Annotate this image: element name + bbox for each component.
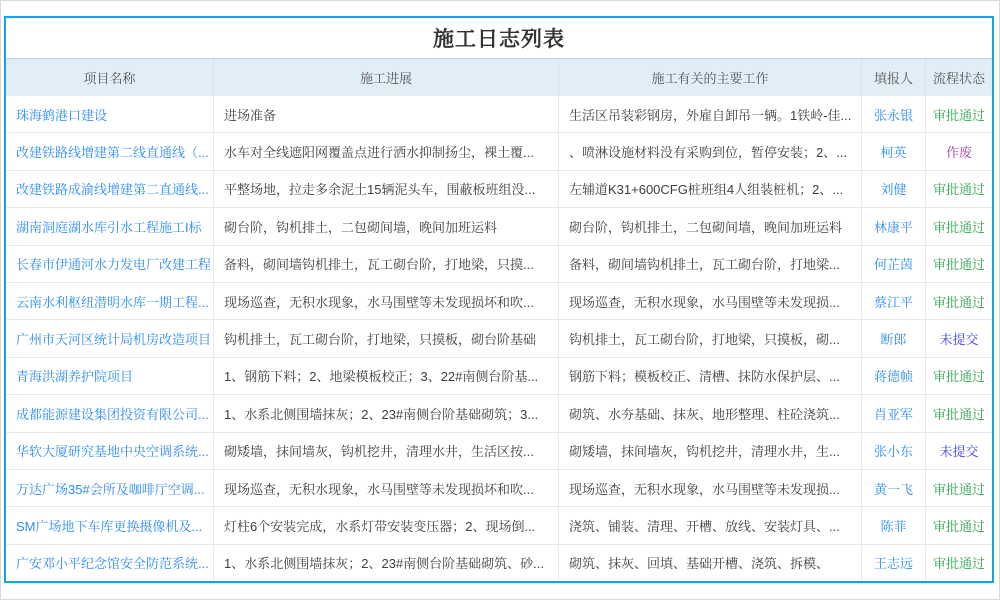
table-row (6, 470, 992, 507)
main-work-cell: 钢筋下料；模板校正、清槽、抹防水保护层、... (559, 358, 862, 394)
table-row (6, 208, 992, 245)
progress-cell: 1、水系北侧围墙抹灰；2、23#南侧台阶基础砌筑、砂... (214, 545, 559, 581)
reporter-link[interactable]: 刘健 (862, 171, 926, 207)
table-body (6, 96, 992, 581)
reporter-link[interactable]: 张永银 (862, 96, 926, 132)
reporter-link[interactable]: 陈菲 (862, 507, 926, 543)
progress-cell: 备料，砌间墙钩机排土，瓦工砌台阶，打地梁，只摸... (214, 246, 559, 282)
reporter-link[interactable]: 黄一飞 (862, 470, 926, 506)
main-work-cell: 砌台阶，钩机排土，二包砌间墙，晚间加班运料 (559, 208, 862, 244)
progress-cell: 现场巡查，无积水现象，水马围壁等未发现损坏和吹... (214, 283, 559, 319)
progress-cell: 水车对全线遮阳网覆盖点进行洒水抑制扬尘，裸土覆... (214, 133, 559, 169)
project-name-link[interactable]: 青海洪湖养护院项目 (6, 358, 214, 394)
project-name-link[interactable]: 珠海鹤港口建设 (6, 96, 214, 132)
reporter-link[interactable]: 林康平 (862, 208, 926, 244)
status-badge: 审批通过 (932, 406, 985, 422)
column-header-status: 流程状态 (932, 71, 985, 86)
status-badge: 审批通过 (932, 182, 985, 198)
reporter-link[interactable]: 柯英 (862, 133, 926, 169)
table-row (6, 133, 992, 170)
reporter-link[interactable]: 蔡江平 (862, 283, 926, 319)
status-badge: 审批通过 (932, 556, 985, 572)
reporter-link[interactable]: 王志远 (862, 545, 926, 581)
project-name-link[interactable]: 云南水利枢纽潜明水库一期工程... (6, 283, 214, 319)
progress-cell: 砌矮墙，抹间墙灰，钩机挖井，清理水井，生活区按... (214, 433, 559, 469)
table-row (6, 283, 992, 320)
table-header-row (6, 59, 992, 96)
table-row (6, 171, 992, 208)
reporter-link[interactable]: 蒋德帧 (862, 358, 926, 394)
status-badge: 未提交 (939, 332, 979, 348)
status-badge: 审批通过 (932, 257, 985, 273)
progress-cell: 砌台阶，钩机排土，二包砌间墙，晚间加班运料 (214, 208, 559, 244)
progress-cell: 现场巡查，无积水现象，水马围壁等未发现损坏和吹... (214, 470, 559, 506)
project-name-link[interactable]: 广州市天河区统计局机房改造项目 (6, 320, 214, 356)
column-header-reporter: 填报人 (862, 59, 926, 96)
reporter-link[interactable]: 张小东 (862, 433, 926, 469)
main-work-cell: 钩机排土，瓦工砌台阶，打地梁，只摸板，砌... (559, 320, 862, 356)
reporter-link[interactable]: 断郎 (862, 320, 926, 356)
progress-cell: 进场准备 (214, 96, 559, 132)
project-name-link[interactable]: 长春市伊通河水力发电厂改建工程 (6, 246, 214, 282)
construction-log-table (4, 16, 994, 583)
page-title: 施工日志列表 (433, 28, 565, 51)
table-row (6, 433, 992, 470)
table-row (6, 246, 992, 283)
main-work-cell: 生活区吊装彩钢房，外雇自卸吊一辆。1铁岭-佳... (559, 96, 862, 132)
main-work-cell: 现场巡查，无积水现象，水马围壁等未发现损... (559, 283, 862, 319)
table-row (6, 507, 992, 544)
main-work-cell: 砌筑、抹灰、回填、基础开槽、浇筑、拆模、 (559, 545, 862, 581)
progress-cell: 1、水系北侧围墙抹灰；2、23#南侧台阶基础砌筑；3... (214, 395, 559, 431)
status-badge: 审批通过 (932, 369, 985, 385)
main-work-cell: 砌筑、水夯基础、抹灰、地形整理、柱砼浇筑... (559, 395, 862, 431)
status-badge: 审批通过 (932, 107, 985, 123)
project-name-link[interactable]: 成都能源建设集团投资有限公司... (6, 395, 214, 431)
table-row (6, 96, 992, 133)
table-row (6, 395, 992, 432)
main-work-cell: 浇筑、铺装、清理、开槽、放线、安装灯具、... (559, 507, 862, 543)
column-header-progress: 施工进展 (214, 59, 559, 96)
project-name-link[interactable]: 改建铁路成渝线增建第二直通线... (6, 171, 214, 207)
project-name-link[interactable]: 改建铁路线增建第二线直通线（... (6, 133, 214, 169)
project-name-link[interactable]: 华软大厦研究基地中央空调系统... (6, 433, 214, 469)
reporter-link[interactable]: 何芷茵 (862, 246, 926, 282)
project-name-link[interactable]: 湖南洞庭湖水库引水工程施工I标 (6, 208, 214, 244)
project-name-link[interactable]: 广安邓小平纪念馆安全防范系统... (6, 545, 214, 581)
status-badge: 审批通过 (932, 518, 985, 534)
progress-cell: 平整场地，拉走多余泥土15辆泥头车，围蔽板班组没... (214, 171, 559, 207)
project-name-link[interactable]: 万达广场35#会所及咖啡厅空调... (6, 470, 214, 506)
column-header-project: 项目名称 (6, 59, 214, 96)
main-work-cell: 左辅道K31+600CFG桩班组4人组装桩机；2、... (559, 171, 862, 207)
table-row (6, 358, 992, 395)
main-work-cell: 砌矮墙，抹间墙灰，钩机挖井，清理水井，生... (559, 433, 862, 469)
status-badge: 未提交 (939, 444, 979, 460)
status-badge: 审批通过 (932, 481, 985, 497)
project-name-link[interactable]: SM广场地下车库更换摄像机及... (6, 507, 214, 543)
status-badge: 审批通过 (932, 219, 985, 235)
progress-cell: 钩机排土，瓦工砌台阶，打地梁，只摸板，砌台阶基础 (214, 320, 559, 356)
main-work-cell: 现场巡查，无积水现象，水马围壁等未发现损... (559, 470, 862, 506)
table-row (6, 545, 992, 581)
progress-cell: 1、钢筋下料；2、地梁模板校正；3、22#南侧台阶基... (214, 358, 559, 394)
status-badge: 作废 (945, 145, 972, 161)
reporter-link[interactable]: 肖亚军 (862, 395, 926, 431)
progress-cell: 灯柱6个安装完成，水系灯带安装变压器；2、现场倒... (214, 507, 559, 543)
main-work-cell: 、喷淋设施材料没有采购到位，暂停安装；2、... (559, 133, 862, 169)
title-bar (6, 18, 992, 59)
status-badge: 审批通过 (932, 294, 985, 310)
main-work-cell: 备料，砌间墙钩机排土，瓦工砌台阶，打地梁... (559, 246, 862, 282)
column-header-work: 施工有关的主要工作 (559, 59, 862, 96)
table-row (6, 320, 992, 357)
